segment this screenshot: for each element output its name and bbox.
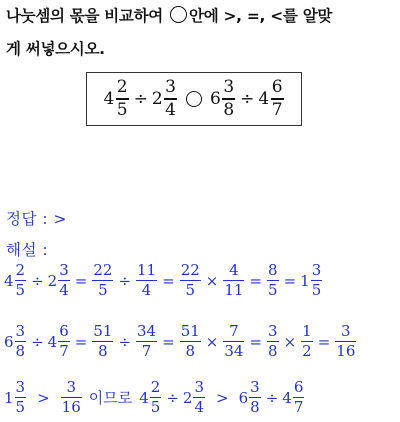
greater-than-sign: > xyxy=(216,388,229,407)
divide-sign: ÷ xyxy=(240,89,255,109)
numerator: 3 xyxy=(66,378,76,396)
fraction xyxy=(92,263,113,298)
fraction xyxy=(335,324,356,359)
divide-sign: ÷ xyxy=(265,388,279,407)
question-text xyxy=(6,0,398,66)
comparison-blank-circle-icon xyxy=(186,91,202,107)
problem-expression xyxy=(87,73,301,125)
equals-sign: = xyxy=(249,271,263,290)
equals-sign: = xyxy=(162,332,175,351)
fraction xyxy=(61,380,82,415)
numerator: 2 xyxy=(116,77,128,98)
equals-sign: = xyxy=(283,271,297,290)
fraction xyxy=(92,324,113,359)
denominator: 8 xyxy=(250,398,260,417)
question-line-1 xyxy=(6,0,398,33)
divide-sign: ÷ xyxy=(118,271,132,290)
numerator: 3 xyxy=(250,378,260,396)
denominator: 8 xyxy=(15,342,26,361)
denominator: 34 xyxy=(224,342,244,361)
mixed-whole: 6 xyxy=(210,89,221,109)
solution-line-2 xyxy=(4,324,357,359)
fraction xyxy=(164,79,177,118)
numerator: 3 xyxy=(341,322,351,340)
numerator: 22 xyxy=(180,261,200,279)
numerator: 11 xyxy=(137,261,157,279)
solution-line-1 xyxy=(4,263,323,298)
numerator: 22 xyxy=(93,261,113,279)
numerator: 3 xyxy=(194,378,205,396)
fraction xyxy=(267,324,279,359)
denominator: 16 xyxy=(336,342,356,361)
answer-circle-icon xyxy=(170,6,187,23)
question-text-part: 나눗셈의 몫을 비교하여 xyxy=(6,7,163,25)
question-line-2: 게 써넣으시오. xyxy=(6,40,105,58)
equals-sign: = xyxy=(249,332,263,351)
denominator: 4 xyxy=(59,281,69,300)
numerator: 8 xyxy=(268,261,278,279)
fraction xyxy=(15,380,27,415)
denominator: 8 xyxy=(223,99,235,120)
mixed-whole: 4 xyxy=(258,89,270,109)
numerator: 6 xyxy=(59,322,69,340)
numerator: 4 xyxy=(229,261,239,279)
fraction xyxy=(180,324,201,359)
mixed-whole: 4 xyxy=(103,89,115,109)
denominator: 4 xyxy=(194,398,205,417)
fraction xyxy=(150,380,162,415)
divide-sign: ÷ xyxy=(31,271,44,290)
mixed-whole: 4 xyxy=(4,271,14,290)
denominator: 5 xyxy=(150,398,161,417)
multiply-sign: × xyxy=(283,332,297,351)
denominator: 5 xyxy=(311,281,322,300)
equals-sign: = xyxy=(74,271,88,290)
equals-sign: = xyxy=(74,332,88,351)
mixed-whole: 6 xyxy=(238,388,249,407)
divide-sign: ÷ xyxy=(133,89,148,109)
fraction xyxy=(136,324,157,359)
denominator: 8 xyxy=(98,342,108,361)
mixed-whole: 1 xyxy=(4,388,14,407)
fraction xyxy=(116,79,129,118)
divide-sign: ÷ xyxy=(166,388,179,407)
denominator: 7 xyxy=(141,342,152,361)
divide-sign: ÷ xyxy=(31,332,44,351)
problem-box xyxy=(86,72,302,126)
denominator: 5 xyxy=(15,281,26,300)
denominator: 2 xyxy=(302,342,312,361)
numerator: 3 xyxy=(15,378,26,396)
denominator: 5 xyxy=(268,281,278,300)
numerator: 3 xyxy=(165,77,176,98)
fraction xyxy=(311,263,323,298)
numerator: 2 xyxy=(150,378,161,396)
divide-sign: ÷ xyxy=(118,332,132,351)
denominator: 5 xyxy=(15,398,26,417)
fraction xyxy=(301,324,313,359)
numerator: 6 xyxy=(293,378,304,396)
mixed-whole: 4 xyxy=(282,388,292,407)
fraction xyxy=(136,263,157,298)
fraction xyxy=(271,79,284,118)
fraction xyxy=(58,263,70,298)
explanation-label: 해설 : xyxy=(6,241,49,259)
fraction xyxy=(58,324,70,359)
fraction xyxy=(222,79,235,118)
mixed-whole: 4 xyxy=(47,332,58,351)
denominator: 8 xyxy=(185,342,195,361)
numerator: 3 xyxy=(15,322,26,340)
denominator: 7 xyxy=(271,99,283,120)
denominator: 4 xyxy=(141,281,152,300)
fraction xyxy=(223,324,244,359)
conclusion-word: 이므로 xyxy=(88,389,133,408)
numerator: 6 xyxy=(271,77,283,98)
denominator: 7 xyxy=(293,398,304,417)
answer-label: 정답 : > xyxy=(6,210,68,228)
mixed-whole: 1 xyxy=(300,271,310,290)
multiply-sign: × xyxy=(205,271,219,290)
multiply-sign: × xyxy=(205,332,219,351)
numerator: 3 xyxy=(59,261,69,279)
fraction xyxy=(193,380,205,415)
denominator: 5 xyxy=(185,281,195,300)
fraction xyxy=(15,324,27,359)
mixed-whole: 6 xyxy=(4,332,14,351)
numerator: 1 xyxy=(302,322,312,340)
denominator: 5 xyxy=(116,99,128,120)
denominator: 7 xyxy=(59,342,69,361)
mixed-whole: 2 xyxy=(151,89,163,109)
numerator: 3 xyxy=(223,77,235,98)
denominator: 16 xyxy=(61,398,81,417)
numerator: 3 xyxy=(268,322,278,340)
numerator: 51 xyxy=(93,322,113,340)
fraction xyxy=(249,380,261,415)
greater-than-sign: > xyxy=(37,388,50,407)
solution-line-3 xyxy=(4,380,305,415)
numerator: 7 xyxy=(229,322,239,340)
numerator: 34 xyxy=(137,322,157,340)
equals-sign: = xyxy=(162,271,175,290)
fraction xyxy=(267,263,279,298)
denominator: 4 xyxy=(165,99,176,120)
fraction xyxy=(293,380,305,415)
question-text-part: 안에 >, =, <를 알맞 xyxy=(189,7,333,25)
denominator: 8 xyxy=(268,342,278,361)
fraction xyxy=(223,263,244,298)
numerator: 3 xyxy=(311,261,322,279)
fraction xyxy=(15,263,27,298)
mixed-whole: 2 xyxy=(182,388,193,407)
mixed-whole: 2 xyxy=(47,271,58,290)
numerator: 2 xyxy=(15,261,26,279)
equals-sign: = xyxy=(317,332,331,351)
denominator: 5 xyxy=(98,281,108,300)
fraction xyxy=(180,263,201,298)
denominator: 11 xyxy=(224,281,244,300)
mixed-whole: 4 xyxy=(139,388,149,407)
numerator: 51 xyxy=(180,322,200,340)
